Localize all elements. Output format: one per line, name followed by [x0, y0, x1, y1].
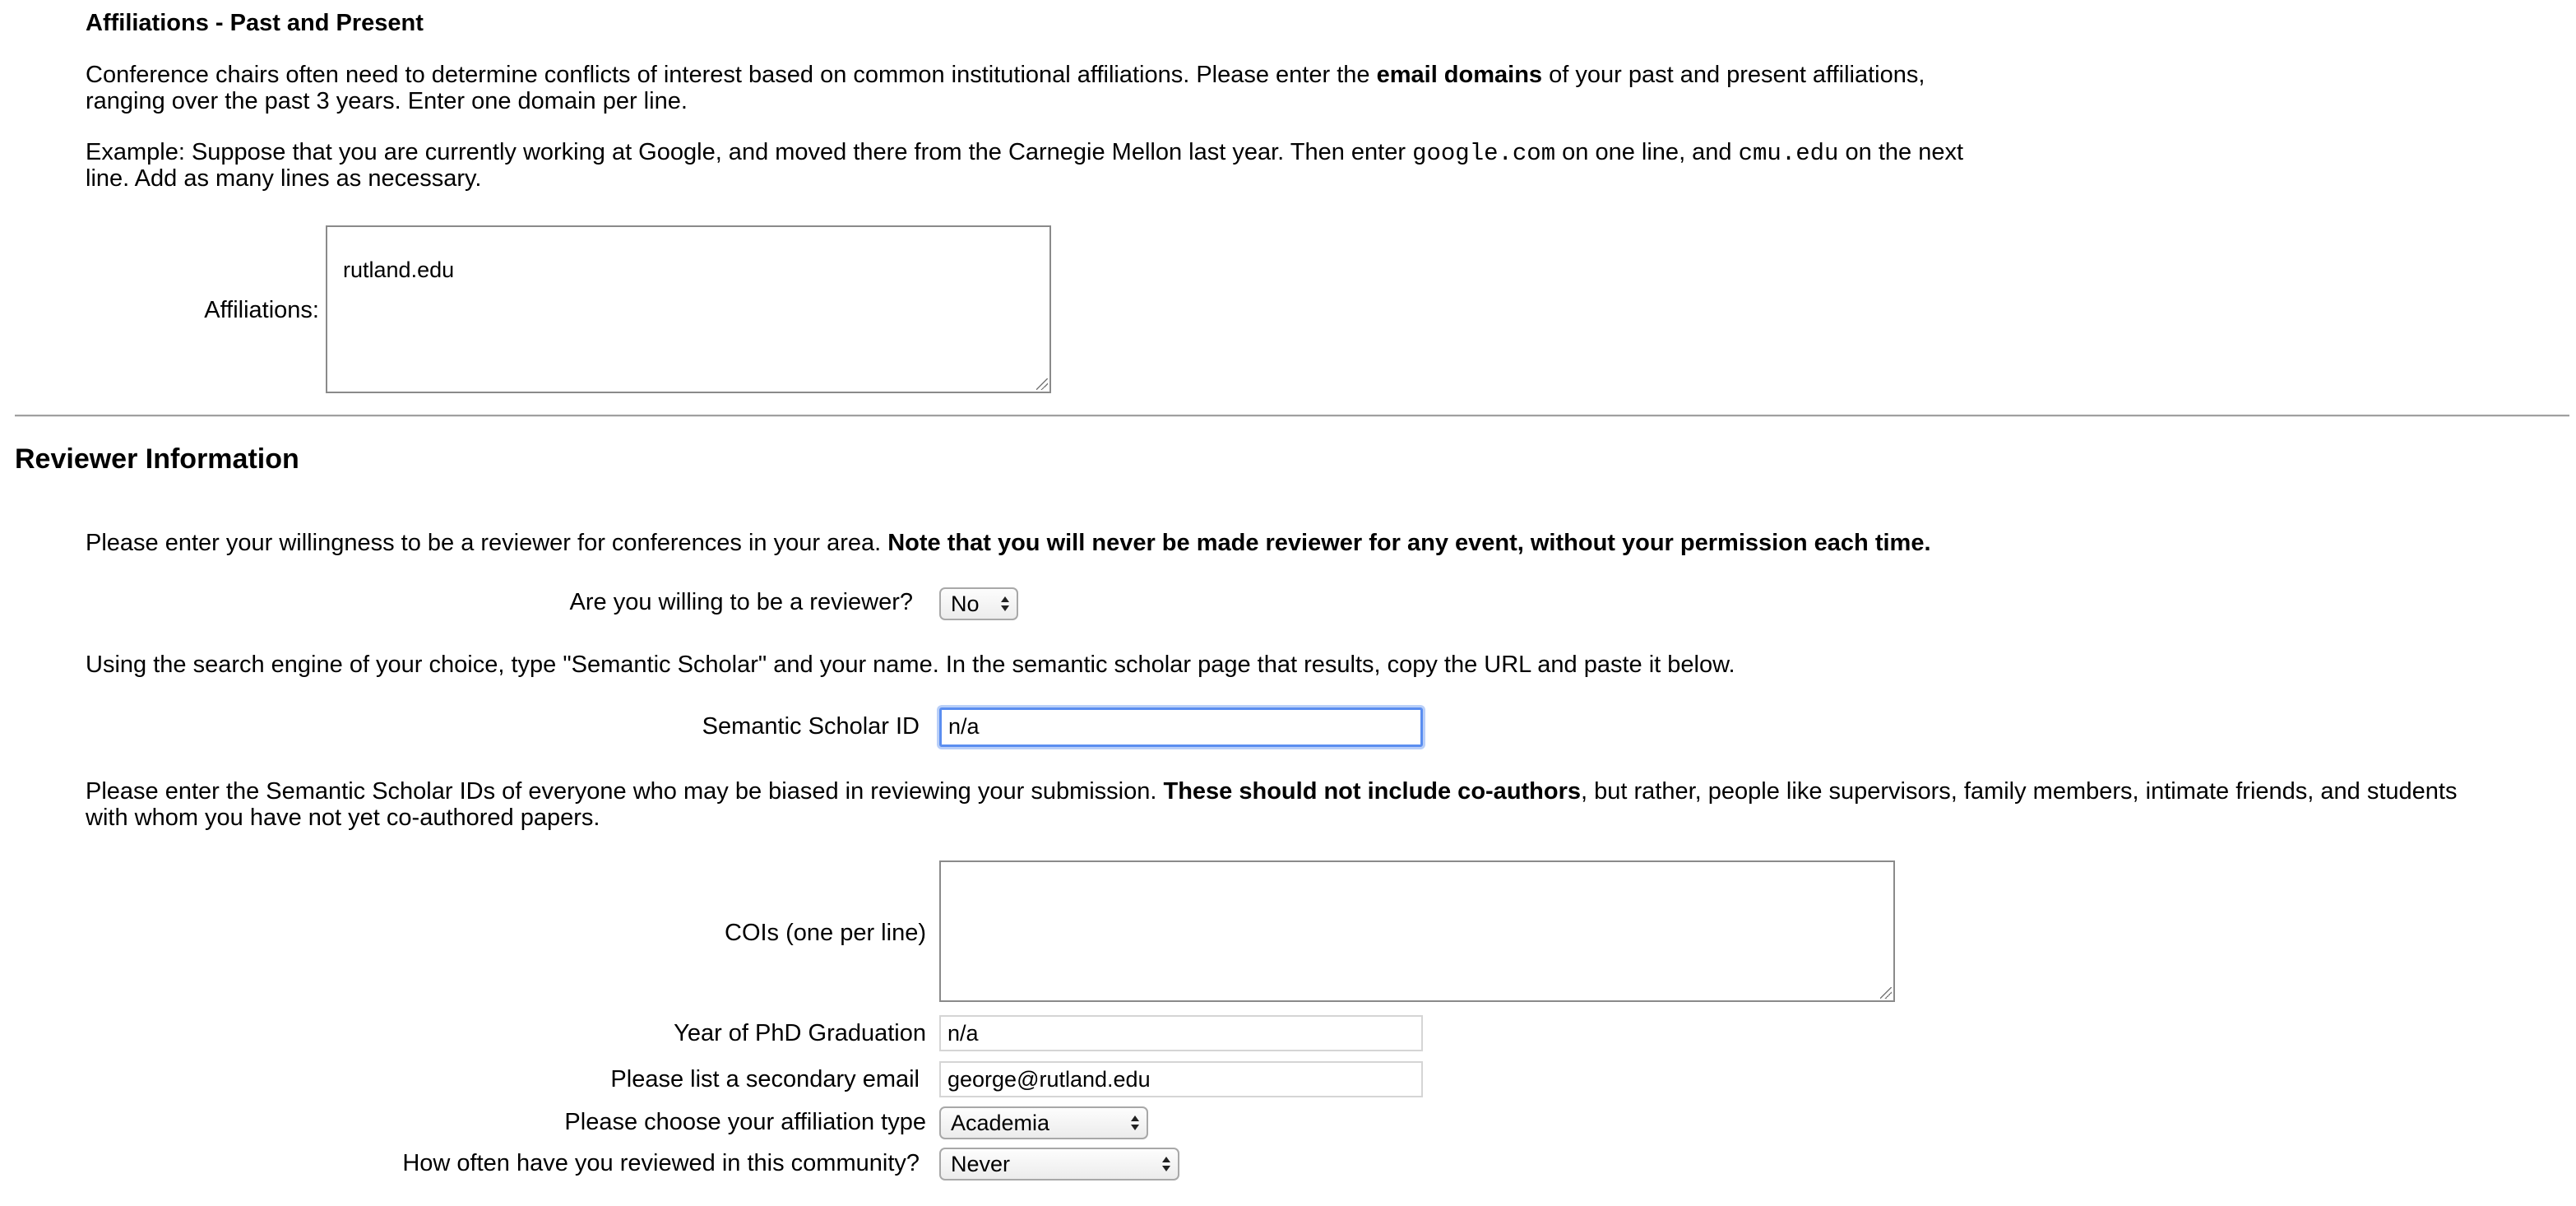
example-code-cmu: cmu.edu	[1738, 140, 1839, 167]
example-text-2: on one line, and	[1555, 139, 1739, 165]
example-code-google: google.com	[1412, 140, 1556, 167]
select-arrows-icon	[1130, 1113, 1140, 1133]
reviewer-intro-text: Please enter your willingness to be a reviewer for conferences in your area.	[86, 530, 888, 556]
affiliation-type-label: Please choose your affiliation type	[564, 1109, 926, 1135]
secondary-email-label: Please list a secondary email	[610, 1066, 920, 1092]
reviewer-permission-note: Note that you will never be made reviewer for any event, without your permission each time.	[887, 530, 1931, 556]
example-text: Example: Suppose that you are currently working at Google, and moved there from the Carnegie Mellon last year. Then enter	[86, 139, 1413, 165]
affiliations-example-line2: line. Add as many lines as necessary.	[86, 165, 482, 192]
coi-instructions-line1	[86, 778, 2457, 805]
reviewer-information-heading: Reviewer Information	[15, 443, 299, 475]
coi-instructions-text-2: , but rather, people like supervisors, family members, intimate friends, and students	[1581, 778, 2458, 805]
phd-year-label: Year of PhD Graduation	[674, 1020, 926, 1046]
affiliations-description-line1	[86, 62, 1925, 89]
select-arrows-icon	[1161, 1154, 1171, 1174]
willing-reviewer-label: Are you willing to be a reviewer?	[569, 589, 913, 615]
affiliation-type-value: Academia	[951, 1111, 1050, 1135]
example-text-3: on the next	[1838, 139, 1964, 165]
select-arrows-icon	[1000, 594, 1010, 614]
secondary-email-input[interactable]	[939, 1061, 1423, 1097]
coi-textarea[interactable]	[939, 860, 1895, 1002]
semantic-scholar-instructions: Using the search engine of your choice, type "Semantic Scholar" and your name. In the semantic scholar page that results, copy the URL and paste it below.	[86, 652, 1735, 678]
affiliations-description-line2: ranging over the past 3 years. Enter one domain per line.	[86, 88, 688, 114]
semantic-scholar-input[interactable]	[939, 707, 1423, 747]
willing-reviewer-value: No	[951, 591, 980, 616]
phd-year-value: n/a	[947, 1021, 979, 1046]
affiliations-description-text: Conference chairs often need to determine conflicts of interest based on common institutional affiliations. Please enter the	[86, 62, 1377, 88]
phd-year-input[interactable]	[939, 1015, 1423, 1051]
coi-label: COIs (one per line)	[725, 920, 926, 946]
email-domains-emphasis: email domains	[1376, 62, 1543, 88]
willing-reviewer-select[interactable]	[939, 587, 1018, 620]
affiliations-textarea-value: rutland.edu	[343, 257, 455, 282]
coi-instructions-text: Please enter the Semantic Scholar IDs of everyone who may be biased in reviewing your submission.	[86, 778, 1164, 805]
reviewer-intro	[86, 530, 1931, 557]
review-frequency-label: How often have you reviewed in this community?	[402, 1150, 920, 1176]
resize-grip-icon[interactable]	[1036, 378, 1048, 390]
affiliations-textarea[interactable]	[326, 225, 1051, 393]
coi-instructions-line2: with whom you have not yet co-authored papers.	[86, 805, 600, 831]
review-frequency-value: Never	[951, 1152, 1011, 1176]
affiliations-heading: Affiliations - Past and Present	[86, 10, 424, 36]
affiliations-label: Affiliations:	[204, 297, 319, 323]
secondary-email-value: george@rutland.edu	[947, 1067, 1151, 1092]
section-divider	[15, 415, 2569, 417]
coi-no-coauthors-emphasis: These should not include co-authors	[1163, 778, 1582, 805]
review-frequency-select[interactable]	[939, 1148, 1179, 1180]
semantic-scholar-value: n/a	[948, 714, 980, 739]
semantic-scholar-label: Semantic Scholar ID	[702, 713, 920, 740]
affiliations-example-line1	[86, 139, 1963, 167]
resize-grip-icon[interactable]	[1880, 987, 1892, 999]
affiliation-type-select[interactable]	[939, 1106, 1148, 1139]
affiliations-description-text-2: of your past and present affiliations,	[1542, 62, 1925, 88]
